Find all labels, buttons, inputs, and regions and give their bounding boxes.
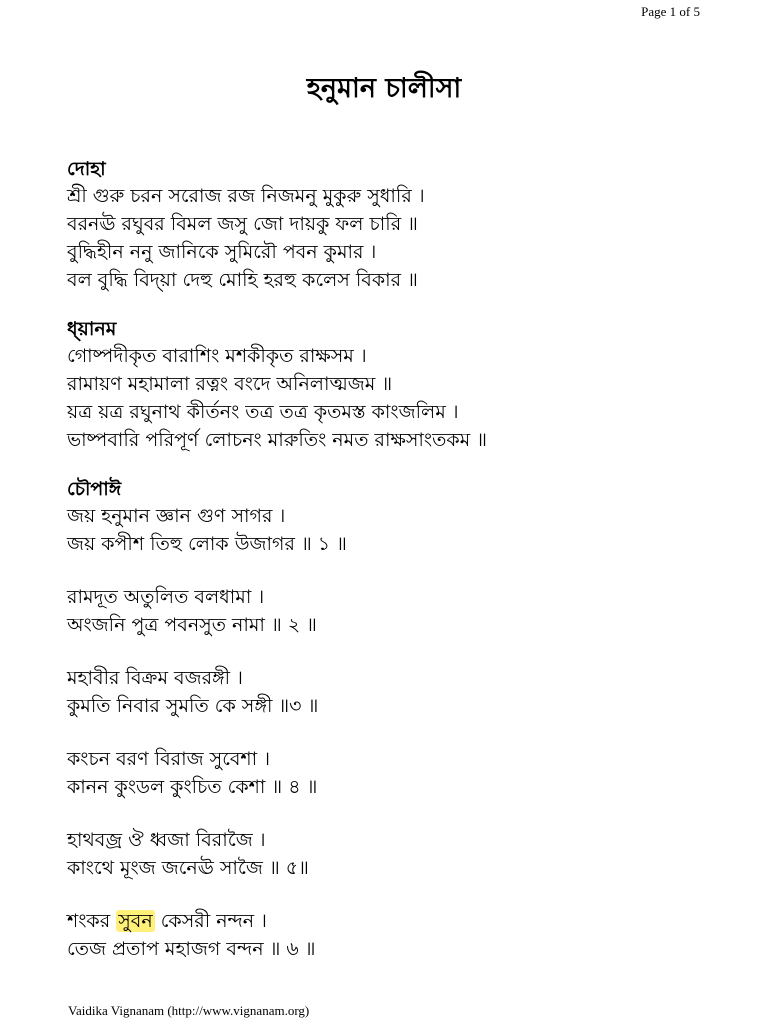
- stanza: [67, 907, 748, 963]
- doha-section: [67, 156, 748, 294]
- verse-line: জয় কপীশ তিহু লোক উজাগর ॥ ১ ॥: [67, 533, 347, 555]
- stanza: [67, 502, 748, 558]
- verse-line: তেজ প্রতাপ মহাজগ বন্দন ॥ ৬ ॥: [67, 938, 316, 960]
- verse-line: বরনঊ রঘুবর বিমল জসু জো দায়কু ফল চারি ॥: [67, 213, 418, 235]
- verse-line: [67, 907, 748, 935]
- verse-line: জয় হনুমান জ্ঞান গুণ সাগর ।: [67, 505, 286, 527]
- verse-line: কংচন বরণ বিরাজ সুবেশা ।: [67, 748, 271, 770]
- verse-line: বল বুদ্ধি বিদ্য়া দেহু মোহি হরহু কলেস বিকার ॥: [67, 269, 418, 291]
- verse-line: গোষ্পদীকৃত বারাশিং মশকীকৃত রাক্ষসম ।: [67, 345, 367, 367]
- chaupai-heading: চৌপাঈ: [67, 478, 122, 500]
- verse-line: রামায়ণ মহামালা রত্নং বংদে অনিলাত্মজম ॥: [67, 373, 393, 395]
- footer-credit: Vaidika Vignanam (http://www.vignanam.org): [68, 1003, 310, 1018]
- verse-text: শংকর: [67, 910, 117, 932]
- stanza: [67, 745, 748, 801]
- dhyanam-heading: ধ্য়ানম: [67, 318, 117, 340]
- verse-line: কানন কুংডল কুংচিত কেশা ॥ ৪ ॥: [67, 776, 318, 798]
- verse-line: রামদূত অতুলিত বলধামা ।: [67, 586, 265, 608]
- verse-line: শ্রী গুরু চরন সরোজ রজ নিজমনু মুকুরু সুধারি ।: [67, 185, 425, 207]
- chaupai-section: [67, 476, 748, 963]
- document-title: হনুমান চালীসা: [306, 73, 462, 104]
- stanza: [67, 583, 748, 639]
- highlighted-word[interactable]: সুবন: [118, 910, 153, 932]
- page-indicator: Page 1 of 5: [641, 4, 700, 19]
- verse-line: কুমতি নিবার সুমতি কে সঙ্গী ॥৩ ॥: [67, 695, 319, 717]
- verse-line: হাথবজ্র ঔ ধ্বজা বিরাজৈ ।: [67, 829, 266, 851]
- document-body: [67, 156, 748, 988]
- verse-line: ভাষ্পবারি পরিপূর্ণ লোচনং মারুতিং নমত রাক্ষসাংতকম ॥: [67, 429, 487, 451]
- verse-line: কাংথে মূংজ জনেঊ সাজৈ ॥ ৫॥: [67, 857, 309, 879]
- verse-line: বুদ্ধিহীন ননু জানিকে সুমিরৌ পবন কুমার ।: [67, 241, 377, 263]
- stanza: [67, 826, 748, 882]
- stanza: [67, 664, 748, 720]
- verse-line: অংজনি পুত্র পবনসুত নামা ॥ ২ ॥: [67, 614, 317, 636]
- verse-line: য়ত্র য়ত্র রঘুনাথ কীর্তনং তত্র তত্র কৃতমস্ত কাংজলিম ।: [67, 401, 459, 423]
- doha-heading: দোহা: [67, 158, 106, 180]
- dhyanam-section: [67, 316, 748, 454]
- verse-text: কেসরী নন্দন ।: [154, 910, 267, 932]
- verse-line: মহাবীর বিক্রম বজরঙ্গী ।: [67, 667, 243, 689]
